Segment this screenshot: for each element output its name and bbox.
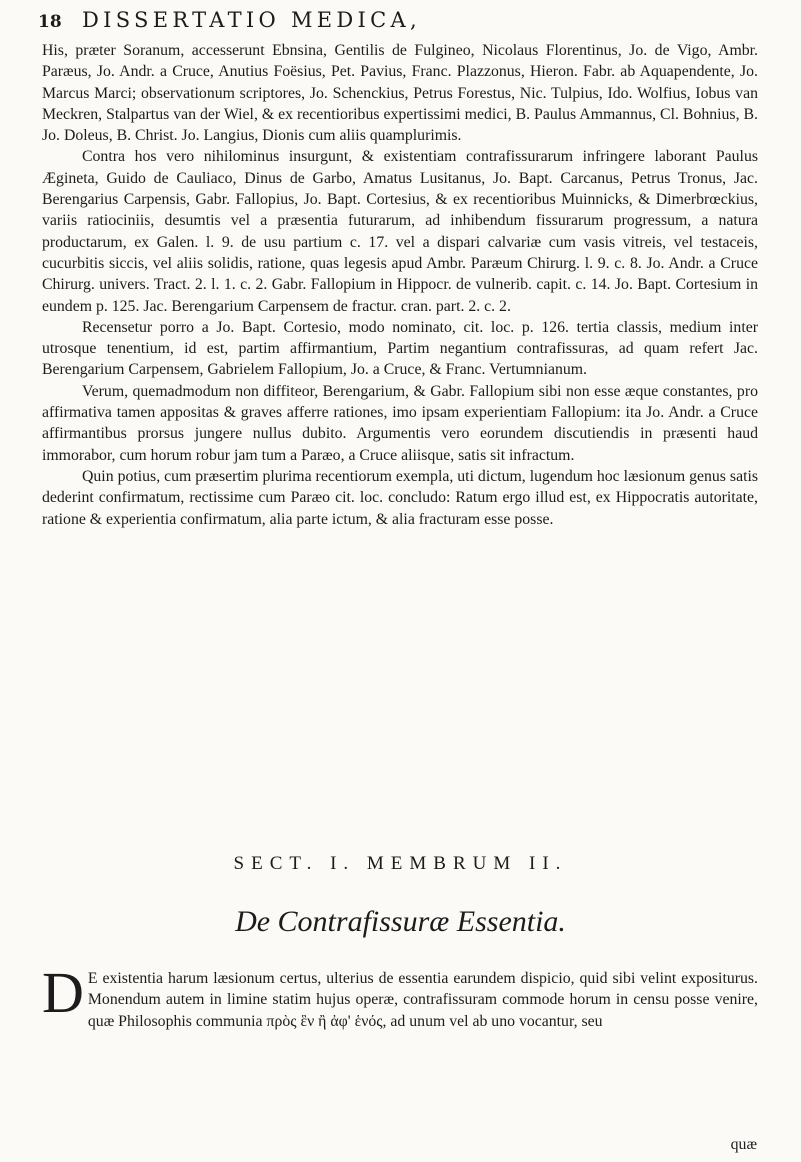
running-head: DISSERTATIO MEDICA, — [82, 8, 421, 32]
section-heading: SECT. I. MEMBRUM II. — [233, 853, 568, 874]
paragraph-authors-for: His, præter Soranum, accesserunt Ebnsina, Gentilis de Fulgineo, Nicolaus Florentinus, Jo. de Vigo, Ambr. Paræus, Jo. Andr. a Cruce, Anutius Foësius, Pet. Pavius, Franc. Plazzonus, Hieron. Fabr. ab Aquapendente, Jo. Marcus Marci; observationum scriptores, Jo. Schenckius, Petrus Forestus, Nic. Tulpius, Ido. Wolfius, Iobus van Meckren, Stalpartus van der Wiel, & ex recentioribus expertissimi medici, B. Paulus Ammannus, Cl. Bohnius, B. Jo. Doleus, B. Christ. Jo. Langius, Dionis cum aliis quamplurimis. — [42, 42, 758, 145]
section-text — [42, 960, 758, 1032]
drop-capital: D — [42, 960, 84, 1025]
paragraph-verum: Verum, quemadmodum non diffiteor, Berengarium, & Gabr. Fallopium sibi non esse æque constantes, pro affirmativa tamen appositas & graves afferre rationes, imo ipsam experientiam Fallopium: ita Jo. Andr. a Cruce affirmantibus prorsus jungere nullus dubito. Argumentis vero eorundem discutiendis in præsenti haud immorabor, cum horum robur jam tum a Paræo, a Cruce aliisque, satis sit infractum. — [42, 382, 758, 464]
section-subtitle: De Contrafissuræ Essentia. — [235, 905, 566, 938]
main-text — [42, 40, 758, 530]
catchword: quæ — [730, 1136, 757, 1153]
paragraph-authors-against: Contra hos vero nihilominus insurgunt, & existentiam contrafissurarum infringere laborant Paulus Ægineta, Guido de Cauliaco, Dinus de Garbo, Amatus Lusitanus, Jo. Bapt. Carcanus, Petrus Tronus, Jac. Berengarius Carpensis, Gabr. Fallopius, Jo. Bapt. Cortesius, & ex recentioribus Muinnicks, & Dimerbrœckius, variis ratiociniis, desumtis vel a præsentia futurarum, ad inhibendum fissurarum progressum, a natura productarum, ex Galen. l. 9. de usu partium c. 17. vel a dispari calvariæ cum vasis vitreis, vel testaceis, cucurbitis siccis, vel aliis solidis, ratione, quas legesis apud Ambr. Paræum Chirurg. l. 9. c. 8. Jo. Andr. a Cruce Chirurg. univers. Tract. 2. l. 1. c. 2. Gabr. Fallopium in Hippocr. de vulnerib. capit. c. 14. Jo. Bapt. Cortesium in eundem p. 125. Jac. Berengarium Carpensem de fractur. cran. part. 2. c. 2. — [42, 148, 758, 315]
paragraph-conclusion: Quin potius, cum præsertim plurima recentiorum exempla, uti dictum, lugendum hoc læsionum genus satis dederint confirmatum, rectissime cum Paræo cit. loc. concludo: Ratum ergo illud est, ex Hippocratis autoritate, ratione & experientia confirmatum, alia parte ictum, & alia fracturam esse posse. — [42, 467, 758, 528]
paragraph-third-class: Recensetur porro a Jo. Bapt. Cortesio, modo nominato, cit. loc. p. 126. tertia classis, medium inter utrosque tenentium, id est, partim affirmantium, Partim negantium contrafissuras, ad quam refert Jac. Berengarium Carpensem, Gabrielem Fallopium, Jo. a Cruce, & Franc. Vertumnianum. — [42, 318, 758, 379]
section-paragraph: E existentia harum læsionum certus, ulterius de essentia earundem dispicio, quid sibi velint expositurus. Monendum autem in limine statim hujus operæ, contrafissuram commode horum in censu posse venire, quæ Philosophis communia πρὸς ἓν ἢ ἀφ' ἑνός, ad unum vel ab uno vocantur, seu — [87, 970, 758, 1030]
page-header — [38, 4, 678, 36]
page-number: 18 — [38, 12, 62, 32]
